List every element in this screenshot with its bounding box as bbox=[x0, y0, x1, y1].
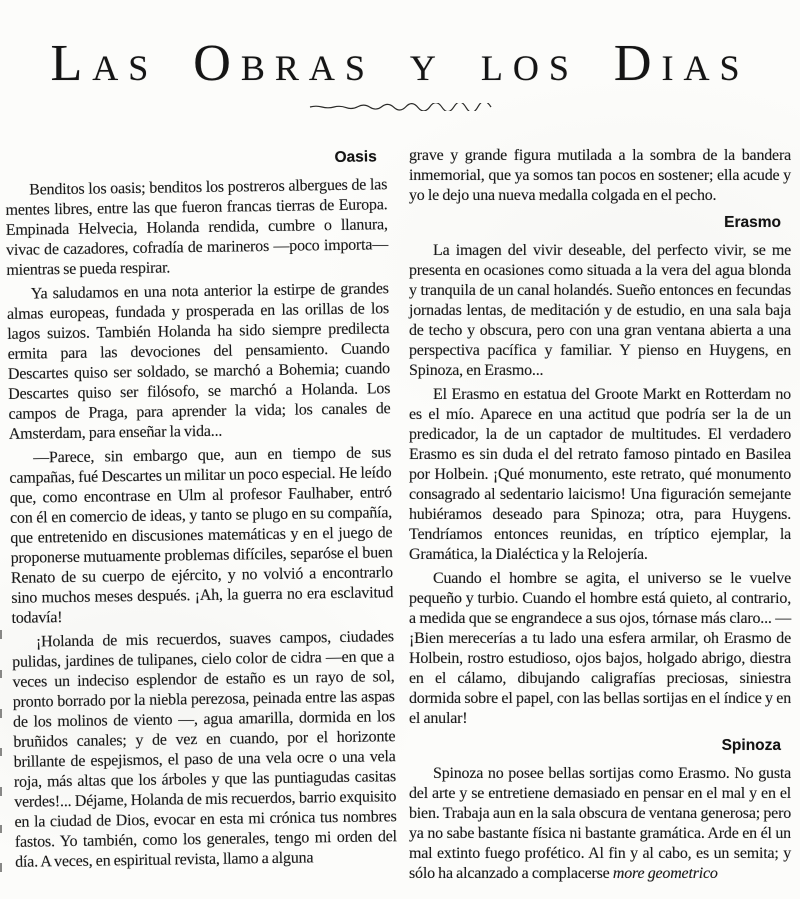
paragraph: La imagen del vivir deseable, del perfecto vivir, se me presenta en ocasiones como situada a la vera del agua blonda y tranquila de un canal holandés. Sueño entonces en fecundas jornadas lentas, de meditación y de estudio, en una sala baja de techo y obscura, pero con una gran ventana abierta a una perspectiva pacífica y familiar. Y pienso en Huygens, en Spinoza, en Erasmo... bbox=[409, 242, 791, 379]
section-heading-oasis: Oasis bbox=[334, 148, 377, 166]
scan-artifact bbox=[0, 709, 2, 718]
scan-artifact bbox=[0, 670, 2, 678]
paragraph: Benditos los oasis; benditos los postreros albergues de las mentes libres, entre las que fueron francas tierras de Europa. Empinada Helvecia, Holanda rendida, cumbre o llanura, vivac de cazadores, cofradía de marineros —poco importa— mientras se pueda respirar. bbox=[5, 176, 389, 279]
masthead bbox=[0, 34, 800, 111]
scan-artifact bbox=[0, 863, 2, 872]
left-column bbox=[5, 147, 398, 877]
paragraph: —Parece, sin embargo que, aun en tiempo de sus campañas, fué Descartes un militar un poco especial. He leído que, como encontrase en Ulm al profesor Faulhaber, entró con él en comercio de ideas, y tanto se plugo en su compañía, que entretenido en discusiones matemáticas y en el juego de proponerse mutuamente problemas difíciles, separóse el buen Renato de su cuerpo de ejército, y no volvió a encontrarlo sino muchos meses después. ¡Ah, la guerra no era esclavitud todavía! bbox=[9, 444, 394, 627]
scan-artifact bbox=[0, 748, 2, 756]
section-heading-erasmo: Erasmo bbox=[724, 214, 781, 231]
paragraph: Cuando el hombre se agita, el universo se le vuelve pequeño y turbio. Cuando el hombre está quieto, al contrario, a medida que se engrandece a sus ojos, tórnase más claro... —¡Bien merecerías a tu lado una esfera armilar, oh Erasmo de Holbein, rostro estudioso, ojos bajos, holgado abrigo, diestra en el cálamo, dibujando caligrafías preciosas, siniestra dormida sobre el papel, con las bellas sortijas en el índice y en el anular! bbox=[409, 570, 791, 727]
scan-artifact bbox=[0, 825, 2, 833]
title-rule bbox=[308, 103, 493, 111]
paragraph-text: Spinoza no posee bellas sortijas como Erasmo. No gusta del arte y se entretiene demasiado en pensar en el mal y en el bien. Trabaja aun en la sala obscura de ventana generosa; pero ya no sabe bastante física ni bastante gramática. Arde en él un mal extinto fuego profético. Al fin y al cabo, es un semita; y sólo ha alcanzado a complacerse bbox=[409, 765, 791, 882]
paragraph-continuation: grave y grande figura mutilada a la sombra de la bandera inmemorial, que ya somos tan pocos en sostener; ella acude y yo le dejo una nueva medalla colgada en el pecho. bbox=[409, 147, 791, 204]
right-column bbox=[409, 146, 791, 888]
paragraph-spinoza bbox=[409, 764, 791, 884]
scan-artifact bbox=[0, 630, 2, 639]
section-heading-spinoza: Spinoza bbox=[721, 737, 781, 754]
page-title: Las Obras y los Dias bbox=[50, 35, 750, 92]
scan-artifact bbox=[0, 787, 2, 796]
paragraph: ¡Holanda de mis recuerdos, suaves campos, ciudades pulidas, jardines de tulipanes, cielo color de cidra —en que a veces un indeciso esplendor de estaño es un rayo de sol, pronto borrado por la niebla perezosa, peinada entre las aspas de los molinos de viento —, agua amarilla, dormida en los bruñidos canales; y de vez en cuando, por el horizonte brillante de espejismos, el paso de una vela ocre o una vela roja, más altas que los árboles y que las puntiagudas casitas verdes!... Déjame, Holanda de mis recuerdos, barrio exquisito en la ciudad de Dios, evocar en esta mi crónica tus nombres fastos. Yo también, como los generales, tengo mi orden del día. A veces, en espiritual revista, llamo a alguna bbox=[12, 628, 397, 871]
paragraph: Ya saludamos en una nota anterior la estirpe de grandes almas europeas, fundada y prosperada en las orillas de los lagos suizos. También Holanda ha sido siempre predilecta ermita para las devociones del pensamiento. Cuando Descartes quiso ser soldado, se marchó a Bohemia; cuando Descartes quiso ser filósofo, se marchó a Holanda. Los campos de Praga, para aprender la vida; los canales de Amsterdam, para enseñar la vida... bbox=[6, 280, 391, 443]
paragraph: El Erasmo en estatua del Groote Markt en Rotterdam no es el mío. Aparece en una actitud que podría ser la de un predicador, la de un captador de multitudes. El verdadero Erasmo es sin duda el del retrato famoso pintado en Basilea por Holbein. ¡Qué monumento, este retrato, qué monumento consagrado al sedentario laicismo! Una figuración semejante hubiéramos deseado para Spinoza; otra, para Huygens. Tendríamos entonces reunidas, en tríptico ejemplar, la Gramática, la Dialéctica y la Relojería. bbox=[409, 386, 791, 563]
latin-phrase-italic: more geometrico bbox=[612, 865, 718, 882]
